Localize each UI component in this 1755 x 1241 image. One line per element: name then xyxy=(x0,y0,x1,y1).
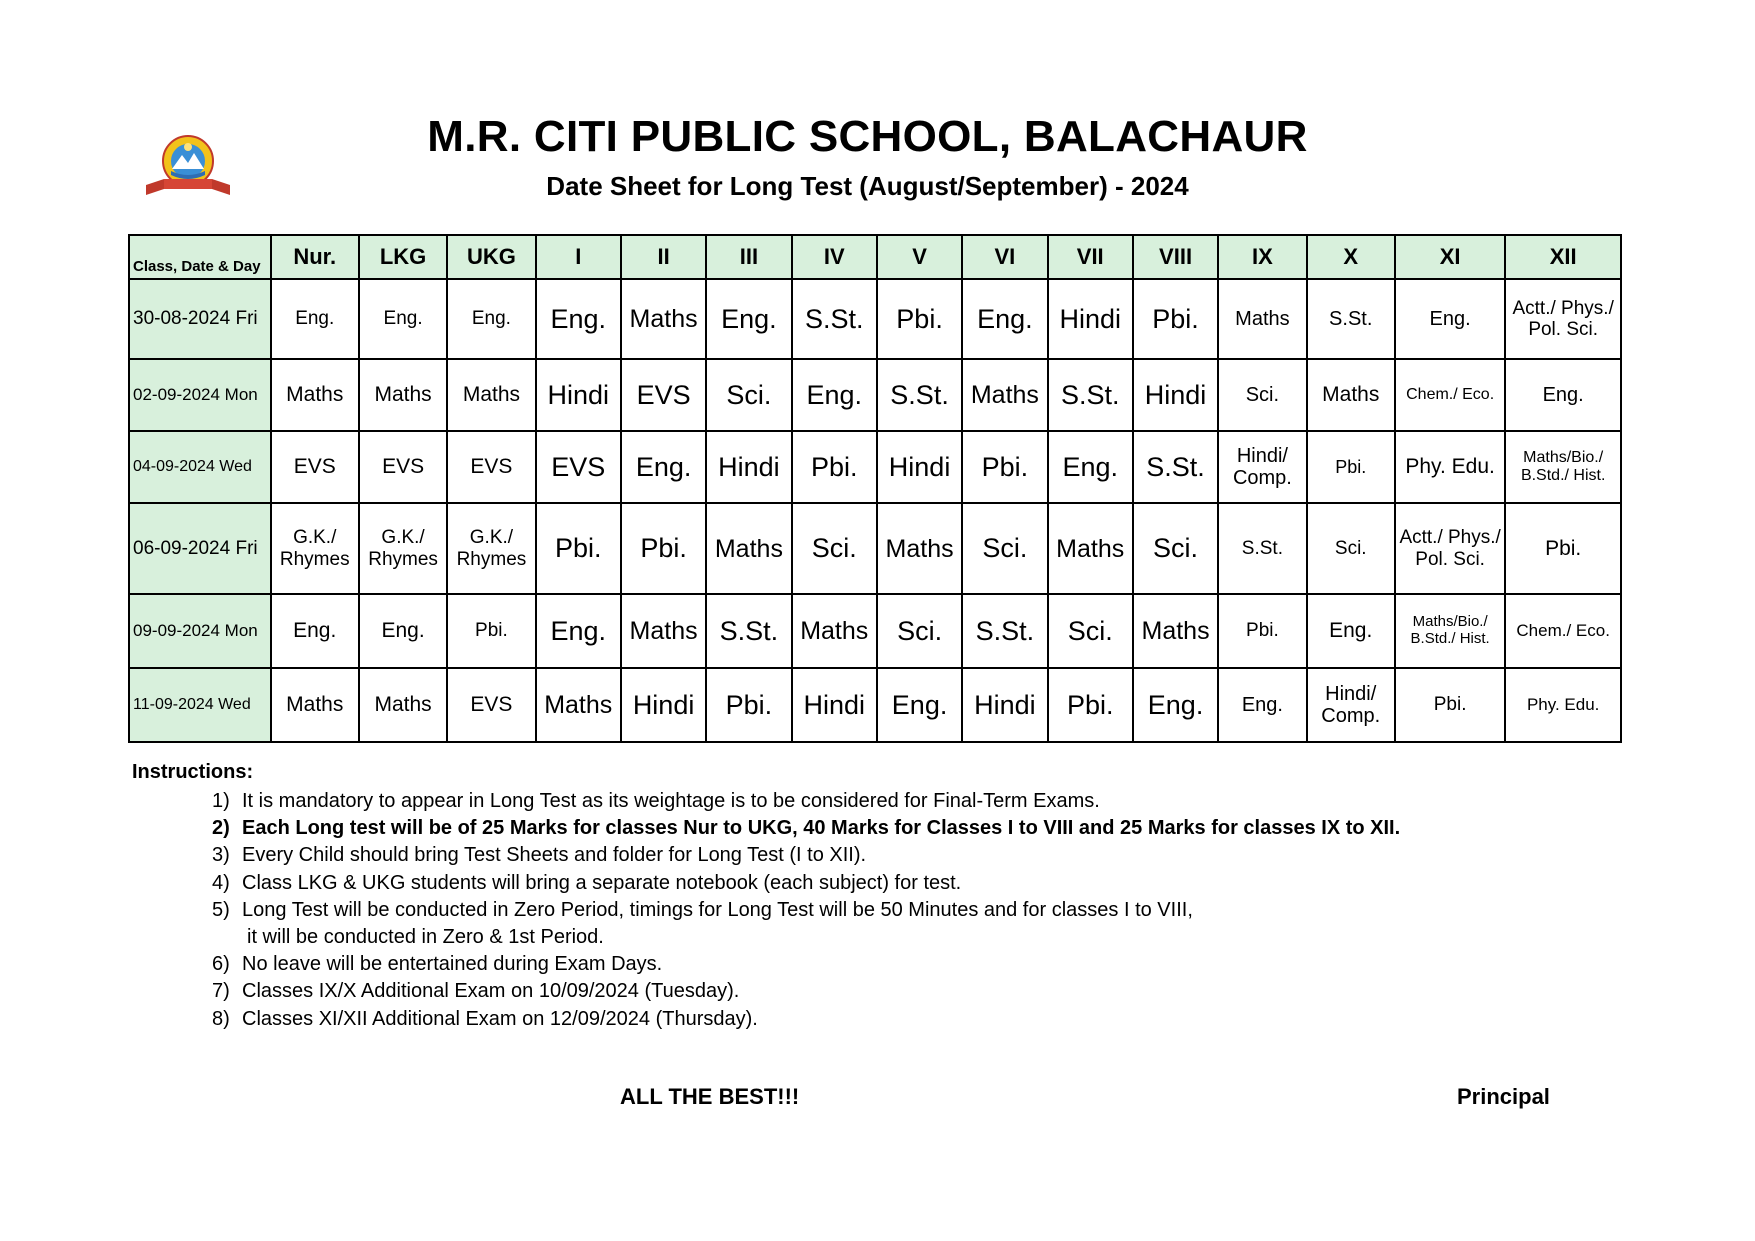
subject-cell: Maths xyxy=(1048,503,1133,594)
subject-cell: Chem./ Eco. xyxy=(1505,594,1621,668)
subject-cell: Eng. xyxy=(1395,279,1505,359)
subject-cell: EVS xyxy=(447,668,535,742)
date-cell: 06-09-2024 Fri xyxy=(129,503,271,594)
subject-cell: Phy. Edu. xyxy=(1505,668,1621,742)
subject-cell: Eng. xyxy=(359,594,447,668)
subject-cell: S.St. xyxy=(792,279,877,359)
subject-cell: Eng. xyxy=(536,594,621,668)
subject-cell: Maths xyxy=(877,503,962,594)
subject-cell: G.K./ Rhymes xyxy=(271,503,359,594)
subject-cell: Chem./ Eco. xyxy=(1395,359,1505,431)
subject-cell: Hindi/ Comp. xyxy=(1218,431,1306,503)
subject-cell: Maths xyxy=(621,594,706,668)
column-header: VIII xyxy=(1133,235,1218,279)
item-text: Classes XI/XII Additional Exam on 12/09/2024 (Thursday). xyxy=(242,1007,758,1030)
subject-cell: Hindi xyxy=(962,668,1047,742)
subject-cell: Maths xyxy=(792,594,877,668)
item-number: 4) xyxy=(212,871,230,894)
column-header: VI xyxy=(962,235,1047,279)
subject-cell: Eng. xyxy=(1307,594,1395,668)
subject-cell: EVS xyxy=(447,431,535,503)
instructions xyxy=(132,761,1400,1033)
subject-cell: Pbi. xyxy=(1133,279,1218,359)
subject-cell: Pbi. xyxy=(1307,431,1395,503)
column-header: XI xyxy=(1395,235,1505,279)
subject-cell: S.St. xyxy=(1218,503,1306,594)
subject-cell: G.K./ Rhymes xyxy=(447,503,535,594)
subject-cell: Eng. xyxy=(447,279,535,359)
subject-cell: Maths xyxy=(359,668,447,742)
subject-cell: Sci. xyxy=(1133,503,1218,594)
subject-cell: Actt./ Phys./ Pol. Sci. xyxy=(1395,503,1505,594)
subject-cell: Eng. xyxy=(621,431,706,503)
item-text: No leave will be entertained during Exam Days. xyxy=(242,953,663,976)
subject-cell: G.K./ Rhymes xyxy=(359,503,447,594)
date-cell: 04-09-2024 Wed xyxy=(129,431,271,503)
subject-cell: Maths xyxy=(271,668,359,742)
column-header: XII xyxy=(1505,235,1621,279)
subject-cell: Pbi. xyxy=(1505,503,1621,594)
subject-cell: Pbi. xyxy=(706,668,791,742)
subject-cell: Eng. xyxy=(1218,668,1306,742)
subject-cell: S.St. xyxy=(877,359,962,431)
subject-cell: Maths/Bio./ B.Std./ Hist. xyxy=(1395,594,1505,668)
subject-cell: Pbi. xyxy=(792,431,877,503)
signature-label: Principal xyxy=(1457,1084,1550,1109)
item-number: 6) xyxy=(212,953,230,976)
table-row xyxy=(129,594,1621,668)
column-header: I xyxy=(536,235,621,279)
subject-cell: Hindi xyxy=(1133,359,1218,431)
subject-cell: Hindi xyxy=(706,431,791,503)
subject-cell: Eng. xyxy=(792,359,877,431)
subject-cell: Pbi. xyxy=(1218,594,1306,668)
subject-cell: Sci. xyxy=(1048,594,1133,668)
subject-cell: Sci. xyxy=(1218,359,1306,431)
subject-cell: Eng. xyxy=(877,668,962,742)
column-header: Nur. xyxy=(271,235,359,279)
subject-cell: Pbi. xyxy=(536,503,621,594)
subject-cell: Maths xyxy=(536,668,621,742)
subject-cell: Eng. xyxy=(1505,359,1621,431)
subject-cell: Maths xyxy=(962,359,1047,431)
subject-cell: Eng. xyxy=(271,279,359,359)
column-header: IV xyxy=(792,235,877,279)
subject-cell: Sci. xyxy=(962,503,1047,594)
subject-cell: EVS xyxy=(359,431,447,503)
date-cell: 11-09-2024 Wed xyxy=(129,668,271,742)
list-item xyxy=(132,842,1400,869)
subject-cell: S.St. xyxy=(1307,279,1395,359)
list-item xyxy=(132,897,1400,951)
subject-cell: Maths xyxy=(1133,594,1218,668)
item-text: Class LKG & UKG students will bring a separate notebook (each subject) for test. xyxy=(242,871,962,894)
column-header: III xyxy=(706,235,791,279)
subject-cell: S.St. xyxy=(962,594,1047,668)
table-row xyxy=(129,431,1621,503)
instructions-heading: Instructions: xyxy=(132,761,254,783)
subject-cell: Eng. xyxy=(271,594,359,668)
subject-cell: Pbi. xyxy=(877,279,962,359)
item-number: 7) xyxy=(212,980,230,1003)
list-item xyxy=(132,978,1400,1005)
subject-cell: Pbi. xyxy=(1395,668,1505,742)
subject-cell: Eng. xyxy=(706,279,791,359)
subject-cell: Eng. xyxy=(962,279,1047,359)
list-item xyxy=(132,870,1400,897)
item-text: Each Long test will be of 25 Marks for classes Nur to UKG, 40 Marks for Classes I to VIII and 25 Marks for classes IX to XII. xyxy=(242,817,1401,840)
date-sheet-table xyxy=(128,234,1622,743)
subject-cell: Pbi. xyxy=(621,503,706,594)
column-header: V xyxy=(877,235,962,279)
table-row xyxy=(129,503,1621,594)
greeting: ALL THE BEST!!! xyxy=(620,1084,800,1109)
item-text: Classes IX/X Additional Exam on 10/09/2024 (Tuesday). xyxy=(242,980,740,1003)
subject-cell: Sci. xyxy=(1307,503,1395,594)
subject-cell: Hindi xyxy=(1048,279,1133,359)
date-cell: 09-09-2024 Mon xyxy=(129,594,271,668)
item-number: 1) xyxy=(212,790,230,812)
column-header: VII xyxy=(1048,235,1133,279)
list-item xyxy=(132,788,1400,815)
item-number: 3) xyxy=(212,844,230,867)
school-name: M.R. CITI PUBLIC SCHOOL, BALACHAUR xyxy=(427,112,1308,161)
item-number: 5) xyxy=(212,898,230,921)
subject-cell: Hindi xyxy=(536,359,621,431)
subject-cell: Maths xyxy=(359,359,447,431)
subject-cell: Maths xyxy=(706,503,791,594)
subject-cell: Maths xyxy=(1218,279,1306,359)
subject-cell: Pbi. xyxy=(447,594,535,668)
subject-cell: Eng. xyxy=(1048,431,1133,503)
subject-cell: EVS xyxy=(271,431,359,503)
table-row xyxy=(129,668,1621,742)
corner-label: Class, Date & Day xyxy=(129,235,271,279)
table-row xyxy=(129,279,1621,359)
subject-cell: Sci. xyxy=(706,359,791,431)
instructions-list xyxy=(132,788,1400,1033)
subject-cell: Maths xyxy=(271,359,359,431)
subject-cell: Sci. xyxy=(877,594,962,668)
subject-cell: Eng. xyxy=(359,279,447,359)
column-header: UKG xyxy=(447,235,535,279)
subject-cell: Pbi. xyxy=(1048,668,1133,742)
subject-cell: EVS xyxy=(536,431,621,503)
subject-cell: Phy. Edu. xyxy=(1395,431,1505,503)
subject-cell: Hindi/ Comp. xyxy=(1307,668,1395,742)
subject-cell: Hindi xyxy=(877,431,962,503)
subject-cell: S.St. xyxy=(1048,359,1133,431)
subject-cell: Maths/Bio./ B.Std./ Hist. xyxy=(1505,431,1621,503)
list-item xyxy=(132,815,1400,842)
subject-cell: Hindi xyxy=(792,668,877,742)
subject-cell: S.St. xyxy=(1133,431,1218,503)
subject-cell: Maths xyxy=(621,279,706,359)
subject-cell: Maths xyxy=(1307,359,1395,431)
item-text: Every Child should bring Test Sheets and folder for Long Test (I to XII). xyxy=(242,844,867,867)
item-number: 2) xyxy=(212,817,230,840)
column-header: LKG xyxy=(359,235,447,279)
list-item xyxy=(132,1006,1400,1033)
subject-cell: EVS xyxy=(621,359,706,431)
item-text: Long Test will be conducted in Zero Period, timings for Long Test will be 50 Minutes and for classes I to VIII, xyxy=(242,898,1193,921)
subject-cell: Eng. xyxy=(1133,668,1218,742)
subject-cell: Maths xyxy=(447,359,535,431)
date-cell: 30-08-2024 Fri xyxy=(129,279,271,359)
subject-cell: Hindi xyxy=(621,668,706,742)
date-cell: 02-09-2024 Mon xyxy=(129,359,271,431)
date-sheet-subtitle: Date Sheet for Long Test (August/September) - 2024 xyxy=(546,171,1189,201)
column-header: X xyxy=(1307,235,1395,279)
subject-cell: Sci. xyxy=(792,503,877,594)
subject-cell: Actt./ Phys./ Pol. Sci. xyxy=(1505,279,1621,359)
subject-cell: Pbi. xyxy=(962,431,1047,503)
item-text: It is mandatory to appear in Long Test as its weightage is to be considered for Final-Term Exams. xyxy=(242,790,1100,812)
column-header: IX xyxy=(1218,235,1306,279)
header-row xyxy=(129,235,1621,279)
table-row xyxy=(129,359,1621,431)
subject-cell: Eng. xyxy=(536,279,621,359)
column-header: II xyxy=(621,235,706,279)
subject-cell: S.St. xyxy=(706,594,791,668)
item-number: 8) xyxy=(212,1007,230,1030)
list-item xyxy=(132,951,1400,978)
item-continuation: it will be conducted in Zero & 1st Period. xyxy=(247,926,604,949)
